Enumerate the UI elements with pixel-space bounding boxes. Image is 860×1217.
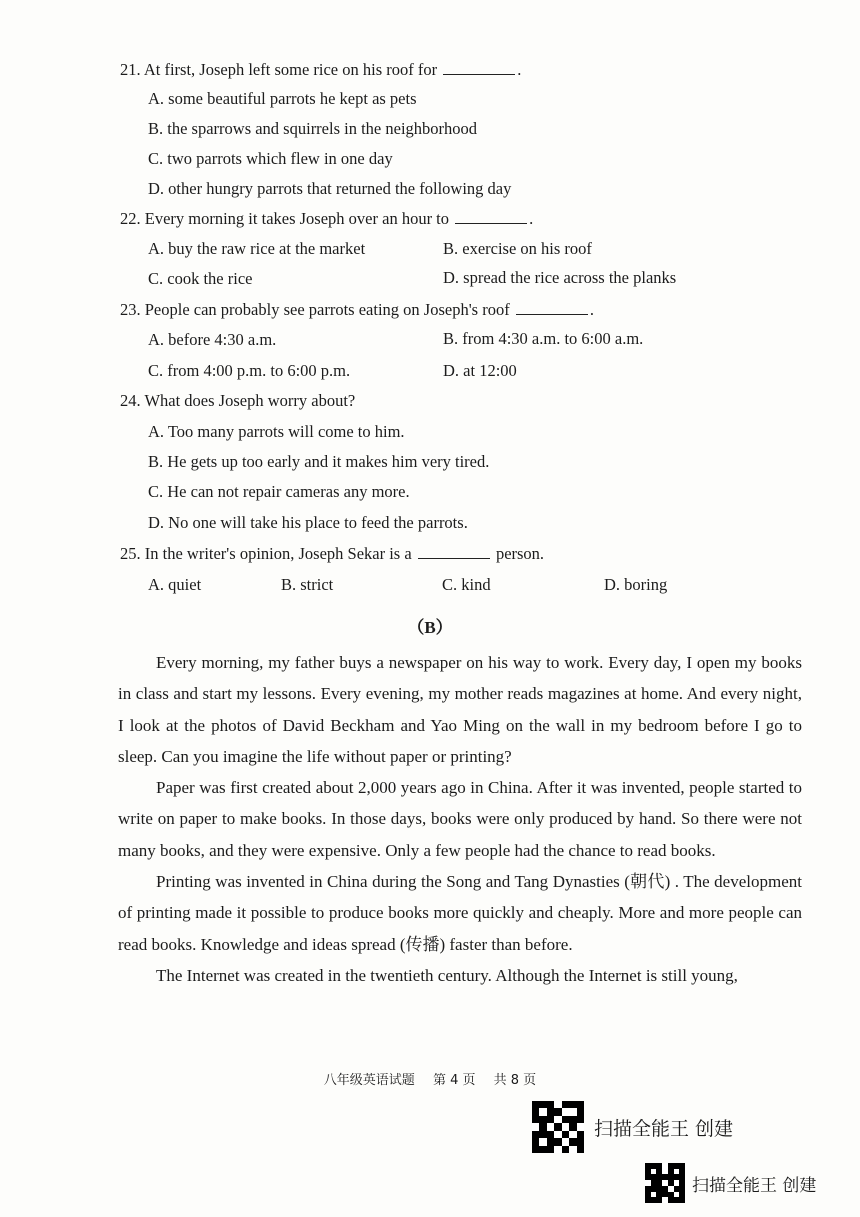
- q25-option-d: D. boring: [604, 575, 668, 594]
- q22-option-a: A. buy the raw rice at the market: [148, 239, 366, 258]
- q24-option-a: A. Too many parrots will come to him.: [148, 422, 405, 441]
- qr-code-icon: [645, 1163, 685, 1203]
- question-text: 22. Every morning it takes Joseph over an hour to: [120, 209, 450, 228]
- question-suffix: .: [517, 60, 522, 79]
- watermark-text: 扫描全能王 创建: [594, 1117, 734, 1140]
- question-suffix: .: [589, 300, 594, 319]
- footer-subject: 八年级英语试题: [323, 1073, 415, 1088]
- q21-option-a: A. some beautiful parrots he kept as pets: [148, 89, 417, 108]
- q25-option-c: C. kind: [442, 575, 491, 594]
- answer-blank: [516, 300, 588, 315]
- answer-blank: [455, 209, 527, 224]
- q21-option-b: B. the sparrows and squirrels in the neighborhood: [148, 119, 478, 138]
- passage-paragraph-3: Printing was invented in China during the Song and Tang Dynasties (朝代) . The development of printing made it possible to produce books more quickly and cheaply. More and more people can read books. Knowledge and ideas spread (传播) faster than before.: [118, 872, 802, 954]
- question-24-stem: 24. What does Joseph worry about?: [120, 391, 356, 410]
- q21-option-c: C. two parrots which flew in one day: [148, 149, 393, 168]
- scanner-watermark: [645, 1163, 816, 1203]
- q24-option-d: D. No one will take his place to feed the parrots.: [148, 513, 468, 532]
- answer-blank: [443, 60, 515, 75]
- q23-option-d: D. at 12:00: [443, 361, 517, 380]
- q22-option-b: B. exercise on his roof: [443, 239, 592, 258]
- passage-paragraph-2: Paper was first created about 2,000 years ago in China. After it was invented, people started to write on paper to make books. In those days, books were only produced by hand. So there were not many books, and they were expensive. Only a few people had the chance to read books.: [118, 778, 802, 860]
- answer-blank: [418, 544, 490, 559]
- q25-option-a: A. quiet: [148, 575, 202, 594]
- question-25-stem: [120, 544, 544, 564]
- q23-option-c: C. from 4:00 p.m. to 6:00 p.m.: [148, 361, 351, 380]
- q21-option-d: D. other hungry parrots that returned the following day: [148, 179, 512, 198]
- question-text: 23. People can probably see parrots eating on Joseph's roof: [120, 300, 510, 319]
- question-text: 25. In the writer's opinion, Joseph Sekar is a: [120, 544, 412, 563]
- question-23-stem: [120, 300, 594, 320]
- page-footer: [0, 1069, 860, 1088]
- question-22-stem: [120, 209, 533, 229]
- section-title: （B）: [407, 618, 453, 637]
- footer-page-number: 第 4 页: [432, 1073, 476, 1088]
- passage-paragraph-4: The Internet was created in the twentieth century. Although the Internet is still young,: [156, 965, 738, 985]
- scanner-watermark: [532, 1101, 733, 1153]
- qr-code-icon: [532, 1101, 584, 1153]
- question-21-stem: [120, 60, 521, 80]
- q24-option-c: C. He can not repair cameras any more.: [148, 482, 410, 501]
- passage: [118, 647, 802, 991]
- question-text: 21. At first, Joseph left some rice on his roof for: [120, 60, 438, 79]
- question-suffix: .: [529, 209, 534, 228]
- q22-option-d: D. spread the rice across the planks: [443, 268, 677, 287]
- passage-paragraph-1: Every morning, my father buys a newspaper on his way to work. Every day, I open my books in class and start my lessons. Every evening, my mother reads magazines at home. And every night, I look at the photos of David Beckham and Yao Ming on the wall in my bedroom before I go to sleep. Can you imagine the life without paper or printing?: [118, 653, 802, 766]
- q23-option-b: B. from 4:30 a.m. to 6:00 a.m.: [443, 329, 644, 348]
- footer-total-pages: 共 8 页: [493, 1073, 537, 1088]
- q22-option-c: C. cook the rice: [148, 269, 253, 288]
- q23-option-a: A. before 4:30 a.m.: [148, 330, 277, 349]
- q25-option-b: B. strict: [281, 575, 334, 594]
- q24-option-b: B. He gets up too early and it makes him very tired.: [148, 452, 490, 471]
- question-suffix: person.: [495, 544, 545, 563]
- watermark-text: 扫描全能王 创建: [692, 1175, 817, 1196]
